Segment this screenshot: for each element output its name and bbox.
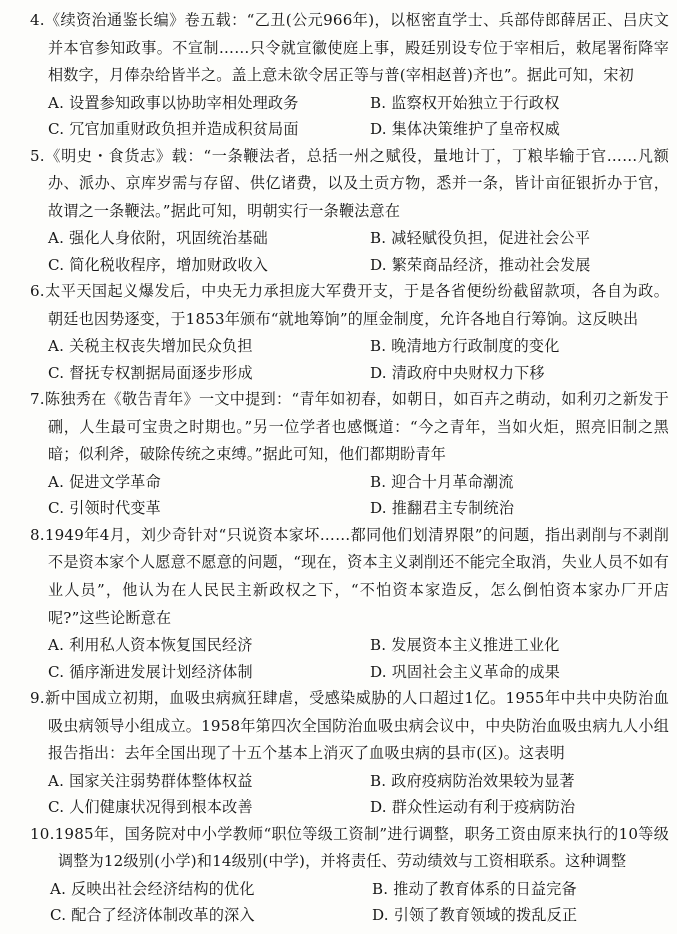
question-number: 10.: [30, 824, 55, 843]
option-d[interactable]: D. 推翻君主专制统治: [370, 499, 515, 518]
question-number: 5.: [30, 146, 45, 165]
answer-options: [30, 225, 669, 278]
question-text: 太平天国起义爆发后，中央无力承担庞大军费开支，于是各省便纷纷截留款项，各自为政。朝廷也因势逐变，于1853年颁布“就地筹饷”的厘金制度，允许各地自行筹饷。这反映出: [44, 282, 669, 328]
question-number: 9.: [30, 688, 45, 707]
option-d[interactable]: D. 群众性运动有利于疫病防治: [370, 798, 576, 817]
option-b[interactable]: B. 推动了教育体系的日益完备: [372, 879, 577, 898]
option-c[interactable]: C. 督抚专权割据局面逐步形成: [48, 363, 253, 382]
question-text: 陈独秀在《敬告青年》一文中提到：“青年如初春，如朝日，如百卉之萌动，如利刃之新发于硎，人生最可宝贵之时期也。”另一位学者也感慨道：“今之青年，当如火炬，照亮旧制之黑暗；似利斧，破除传统之束缚。”据此可知，他们都期盼青年: [44, 390, 669, 464]
option-a[interactable]: A. 利用私人资本恢复国民经济: [48, 636, 253, 655]
question-4: [30, 7, 669, 143]
question-number: 8.: [30, 525, 45, 544]
option-a[interactable]: A. 强化人身依附，巩固统治基础: [48, 229, 268, 248]
option-a[interactable]: A. 国家关注弱势群体整体权益: [48, 771, 253, 790]
answer-options: [30, 469, 669, 522]
option-a[interactable]: A. 反映出社会经济结构的优化: [50, 879, 255, 898]
option-b[interactable]: B. 监察权开始独立于行政权: [370, 93, 560, 112]
question-7: [30, 386, 669, 522]
question-stem: [30, 143, 669, 226]
answer-options: [30, 768, 669, 821]
question-5: [30, 143, 669, 279]
option-b[interactable]: B. 发展资本主义推进工业化: [370, 636, 560, 655]
answer-options: [30, 333, 669, 386]
question-text: 1949年4月，刘少奇针对“只说资本家坏……都同他们划清界限”的问题，指出剥削与不剥削不是资本家个人愿意不愿意的问题，“现在，资本主义剥削还不能完全取消，失业人员不如有业人员”，他认为在人民民主新政权之下，“不怕资本家造反，怎么倒怕资本家办厂开店呢?”这些论断意在: [44, 525, 669, 627]
question-8: [30, 522, 669, 685]
question-text: 1985年，国务院对中小学教师“职位等级工资制”进行调整，职务工资由原来执行的10等级调整为12级别(小学)和14级别(中学)，并将责任、劳动绩效与工资相联系。这种调整: [54, 824, 669, 871]
answer-options: [30, 90, 669, 143]
question-text: 《续资治通鉴长编》卷五载：“乙丑(公元966年)，以枢密直学士、兵部侍郎薛居正、吕庆文并本官参知政事。不宣制……只令就宣徽使庭上事，殿廷别设专位于宰相后，敕尾署衔降宰相数字，月俸杂给皆半之。盖上意未欲令居正等与普(宰相赵普)齐也”。据此可知，宋初: [44, 11, 669, 85]
option-c[interactable]: C. 循序渐进发展计划经济体制: [48, 662, 253, 681]
question-text: 新中国成立初期，血吸虫病疯狂肆虐，受感染威胁的人口超过1亿。1955年中共中央防治血吸虫病领导小组成立。1958年第四次全国防治血吸虫病会议中，中央防治血吸虫病九人小组报告指出：去年全国出现了十五个基本上消灭了血吸虫病的县市(区)。这表明: [44, 688, 669, 763]
question-6: [30, 278, 669, 386]
option-b[interactable]: B. 政府疫病防治效果较为显著: [370, 771, 575, 790]
question-number: 7.: [30, 390, 45, 409]
question-9: [30, 685, 669, 821]
option-a[interactable]: A. 关税主权丧失增加民众负担: [48, 337, 253, 356]
question-stem: [30, 278, 669, 333]
question-text: 《明史・食货志》载：“一条鞭法者，总括一州之赋役，量地计丁，丁粮毕输于官……凡额办、派办、京库岁需与存留、供亿诸费，以及土贡方物，悉并一条，皆计亩征银折办于官，故谓之一条鞭法。”据此可知，明朝实行一条鞭法意在: [44, 146, 669, 220]
option-d[interactable]: D. 巩固社会主义革命的成果: [370, 662, 560, 681]
option-a[interactable]: A. 设置参知政事以协助宰相处理政务: [48, 93, 299, 112]
question-stem: [30, 7, 669, 90]
question-number: 4.: [30, 11, 45, 29]
question-number: 6.: [30, 282, 45, 301]
question-10: [30, 821, 669, 929]
question-stem: [30, 685, 669, 768]
answer-options: [30, 632, 669, 685]
option-c[interactable]: C. 人们健康状况得到根本改善: [48, 798, 253, 817]
option-d[interactable]: D. 繁荣商品经济，推动社会发展: [370, 255, 591, 274]
option-d[interactable]: D. 清政府中央财权力下移: [370, 363, 545, 382]
question-stem: [30, 386, 669, 469]
option-c[interactable]: C. 引领时代变革: [48, 499, 161, 518]
option-c[interactable]: C. 冗官加重财政负担并造成积贫局面: [48, 120, 299, 139]
question-stem: [30, 821, 669, 876]
option-d[interactable]: D. 引领了教育领域的拨乱反正: [372, 906, 578, 925]
question-stem: [30, 522, 669, 632]
option-c[interactable]: C. 配合了经济体制改革的深入: [50, 906, 255, 925]
option-b[interactable]: B. 减轻赋役负担，促进社会公平: [370, 229, 591, 248]
option-a[interactable]: A. 促进文学革命: [48, 472, 161, 491]
option-b[interactable]: B. 迎合十月革命潮流: [370, 472, 514, 491]
option-c[interactable]: C. 简化税收程序，增加财政收入: [48, 255, 269, 274]
option-b[interactable]: B. 晚清地方行政制度的变化: [370, 337, 560, 356]
option-d[interactable]: D. 集体决策维护了皇帝权威: [370, 120, 560, 139]
answer-options: [30, 876, 669, 929]
